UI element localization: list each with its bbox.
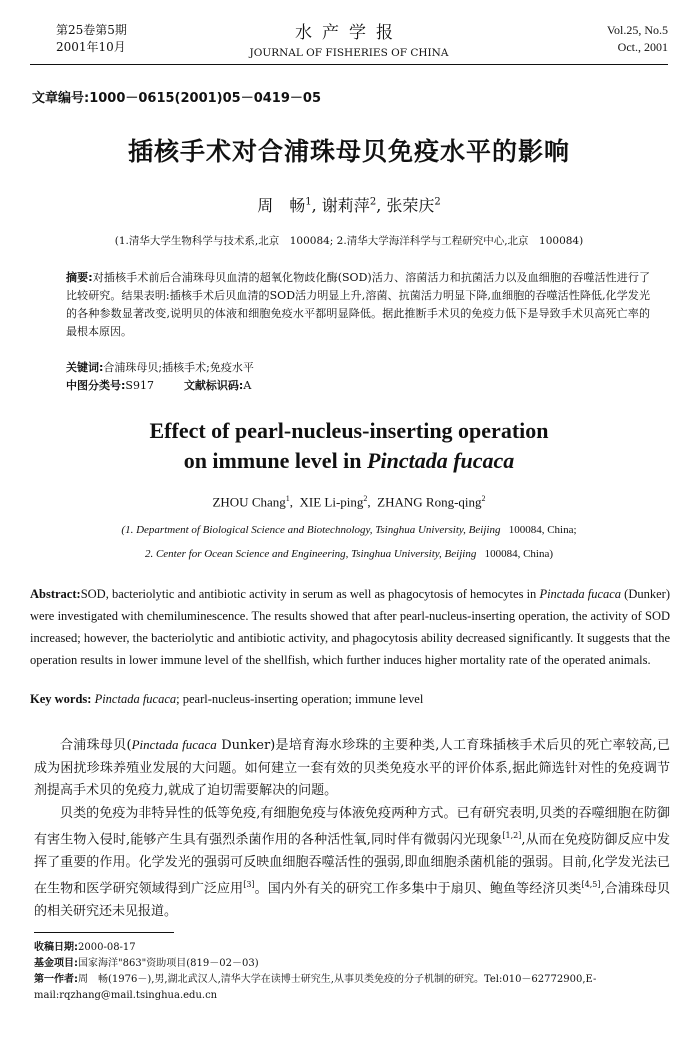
keywords-label-cn: 关键词: [66, 361, 104, 374]
received-value: 2000-08-17 [78, 942, 136, 953]
footnotes [34, 940, 674, 1004]
citation-ref: [4,5] [581, 880, 601, 890]
affiliation-en-1a: (1. Department of Biological Science and Biotechnology, Tsinghua University, Beijing [121, 524, 501, 536]
author-list-en [0, 494, 698, 510]
article-number: 文章编号:1000－0615(2001)05－0419－05 [32, 91, 321, 106]
running-header-center [180, 18, 518, 59]
p2-a: 贝类的免疫为非特异性的低等免疫,有细胞免疫与体液免疫两种方式。已有研究表明,贝类的吞噬细胞在防御有害生物入侵时,能够产生具有强烈杀菌作用的各种活性氧,同时伴有微弱闪光现象 [34, 805, 670, 848]
affiliation-cn: (1.清华大学生物科学与技术系,北京 100084; 2.清华大学海洋科学与工程研究中心,北京 100084) [114, 235, 584, 247]
abstract-label-en: Abstract: [30, 587, 81, 601]
keywords-en-rest: ; pearl-nucleus-inserting operation; immune level [176, 692, 424, 706]
author-name-en: ZHOU Chang [212, 494, 286, 510]
first-author-value: 周 畅(1976－),男,湖北武汉人,清华大学在读博士研究生,从事贝类免疫的分子机制的研究。Tel:010－62772900,E-mail:rqzhang@mail.tsinghua.edu.cn [34, 974, 597, 1001]
volume-issue-en: Vol.25, No.5 [606, 23, 668, 37]
body-text [34, 734, 670, 924]
p2-d: ,合浦珠母贝的相关研究还未见报道。 [34, 881, 670, 920]
affiliation-en-2b: 100084, China) [484, 548, 554, 560]
p1-species: Pinctada fucaca [131, 737, 217, 752]
journal-name-en: JOURNAL OF FISHERIES OF CHINA [249, 47, 449, 59]
author-affil-sup: 2 [434, 196, 441, 208]
author-list-cn [0, 193, 698, 216]
keywords-en [30, 692, 423, 707]
author-name: 周 畅 [257, 196, 306, 215]
running-header-right [607, 22, 668, 56]
title-en-line2-text: on immune level in [183, 448, 368, 473]
affiliation-en-line2 [0, 542, 698, 566]
author-name-en: ZHANG Rong-qing [377, 494, 482, 510]
author-name-en: XIE Li-ping [299, 494, 364, 510]
title-en-line1: Effect of pearl-nucleus-inserting operation [149, 418, 549, 443]
affiliation-en-1b: 100084, China; [508, 524, 577, 536]
abstract-text-cn: 对插核手术前后合浦珠母贝血清的超氧化物歧化酶(SOD)活力、溶菌活力和抗菌活力以及血细胞的吞噬活性进行了比较研究。结果表明:插核手术后贝血清的SOD活力明显上升,溶菌、抗菌活力明显下降,血细胞的吞噬活性降低,化学发光的各种参数显著改变,说明贝的体液和细胞免疫水平都明显降低。据此推断手术贝的免疫力低下是导致手术贝高死亡率的最根本原因。 [66, 271, 650, 338]
affiliation-en [0, 518, 698, 566]
classification-cn [66, 377, 251, 393]
first-author [34, 972, 674, 1004]
title-en-line2 [0, 446, 698, 476]
author-affil-sup: 2 [369, 196, 377, 208]
p1-b: Dunker)是培育海水珍珠的主要种类,人工育珠插核手术后贝的死亡率较高,已成为困扰珍珠养殖业发展的大问题。如何建立一套有效的贝类免疫水平的评价体系,据此筛选针对性的免疫调节剂提高手术贝的免疫力,就成了迫切需要解决的问题。 [34, 738, 670, 798]
citation-ref: [3] [243, 880, 255, 890]
keywords-text-cn: 合浦珠母贝;插核手术;免疫水平 [103, 361, 254, 374]
received-label: 收稿日期: [34, 942, 78, 953]
fund-value: 国家海洋"863"资助项目(819－02－03) [78, 958, 259, 969]
paper-title-en [0, 416, 698, 476]
affiliation-en-2a: 2. Center for Ocean Science and Engineering, Tsinghua University, Beijing [144, 548, 477, 560]
abstract-label-cn: 摘要: [66, 271, 93, 284]
p1-a: 合浦珠母贝( [60, 738, 132, 753]
citation-ref: [1,2] [502, 831, 522, 840]
date-en: Oct., 2001 [617, 40, 668, 54]
title-en-species: Pinctada fucaca [367, 448, 515, 473]
author-affil-sup-en: 1 [285, 494, 290, 503]
fund-label: 基金项目: [34, 958, 78, 969]
received-date [34, 940, 674, 956]
author-separator: , [376, 196, 387, 215]
abstract-cn [66, 269, 650, 341]
keywords-en-species: Pinctada fucaca [94, 692, 177, 706]
author-separator: , [367, 494, 378, 510]
p2-c: 。国内外有关的研究工作多集中于扇贝、鲍鱼等经济贝类 [254, 881, 582, 897]
author-name: 张荣庆 [386, 196, 435, 215]
author-affil-sup: 1 [305, 196, 312, 208]
doc-code-label: 文献标识码: [183, 379, 244, 392]
clc-label: 中图分类号: [66, 379, 126, 392]
p2-b: ,从而在免疫防御反应中发挥了重要的作用。化学发光的强弱可反映血细胞吞噬活性的强弱,即血细胞杀菌机能的强弱。目前,化学发光法已在生物和医学研究领域得到广泛应用 [34, 832, 670, 897]
author-separator: , [289, 494, 300, 510]
author-affil-sup-en: 2 [363, 494, 368, 503]
author-name: 谢莉萍 [321, 196, 370, 215]
abstract-en-part2: (Dunker) were investigated with chemiluminescence. The results showed that after pearl-nucleus-inserting operation, the activity of SOD increased; however, the bacteriolytic and antibiotic activity, and phagocytosis ability decreased significantly. It suggests that the operation results in lower immune level of the shellfish, which further induces higher mortality rate of the operated animals. [30, 587, 670, 667]
journal-name-cn: 水产学报 [295, 23, 403, 43]
date-cn: 2001年10月 [56, 40, 126, 54]
fund-project [34, 956, 674, 972]
doc-code-value: A [243, 379, 252, 392]
abstract-en-species: Pinctada fucaca [539, 587, 622, 601]
footnote-divider [34, 932, 174, 933]
paper-title-cn: 插核手术对合浦珠母贝免疫水平的影响 [127, 137, 570, 166]
header-divider [30, 64, 668, 65]
keywords-label-en: Key words: [30, 692, 92, 706]
author-separator: , [311, 196, 322, 215]
body-paragraph-1 [34, 734, 670, 803]
clc-value: S917 [125, 379, 154, 392]
abstract-en [30, 583, 670, 671]
author-affil-sup-en: 2 [481, 494, 486, 503]
body-paragraph-2 [34, 803, 670, 924]
abstract-en-part1: SOD, bacteriolytic and antibiotic activity in serum as well as phagocytosis of hemocytes in [80, 587, 540, 601]
keywords-cn [66, 359, 254, 375]
first-author-label: 第一作者: [34, 974, 78, 985]
running-header-left [56, 22, 127, 56]
volume-issue-cn: 第25卷第5期 [56, 23, 127, 37]
affiliation-en-line1 [0, 518, 698, 542]
